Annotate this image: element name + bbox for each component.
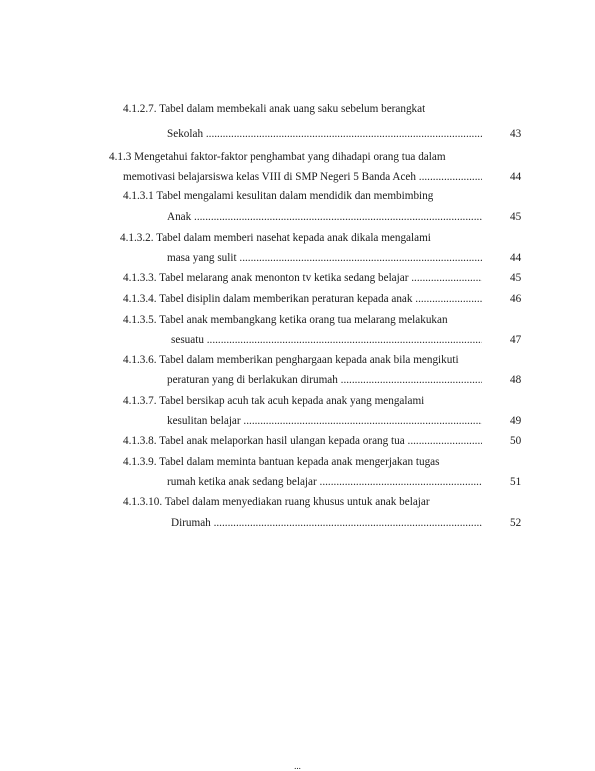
toc-entry-text: masa yang sulit — [167, 252, 237, 264]
toc-entry-title: 4.1.3.10. Tabel dalam menyediakan ruang khusus untuk anak belajar — [123, 496, 430, 508]
toc-page-number: 46 — [510, 293, 522, 305]
toc-entry-text: kesulitan belajar — [167, 415, 241, 427]
toc-page-number: 45 — [510, 211, 522, 223]
toc-entry-text: 4.1.3.8. Tabel anak melaporkan hasil ulangan kepada orang tua — [123, 435, 405, 447]
toc-page-number: 43 — [510, 128, 522, 140]
toc-entry-text: Anak — [167, 211, 192, 223]
toc-page-number: 49 — [510, 415, 522, 427]
toc-entry-leader-line — [123, 271, 482, 285]
toc-entry-title: 4.1.3.2. Tabel dalam memberi nasehat kepada anak dikala mengalami — [120, 232, 431, 244]
toc-page-number: 47 — [510, 334, 522, 346]
toc-entry-leader-line — [123, 292, 482, 306]
toc-entry-title: 4.1.3.7. Tabel bersikap acuh tak acuh kepada anak yang mengalami — [123, 395, 425, 407]
toc-entry-leader-line — [167, 414, 482, 428]
toc-entry-leader-line — [167, 373, 482, 387]
toc-entry-text: 4.1.3.4. Tabel disiplin dalam memberikan peraturan kepada anak — [123, 293, 413, 305]
toc-page-number: 48 — [510, 374, 522, 386]
toc-entry-text: Dirumah — [171, 517, 211, 529]
toc-entry-title: 4.1.3.9. Tabel dalam meminta bantuan kepada anak mengerjakan tugas — [123, 456, 440, 468]
toc-entry-text: sesuatu — [171, 334, 204, 346]
toc-page-number: 44 — [510, 252, 522, 264]
toc-entry-leader-line — [123, 170, 482, 184]
toc-entry-title: 4.1.3.6. Tabel dalam memberikan penghargaan kepada anak bila mengikuti — [123, 354, 459, 366]
toc-section-title: 4.1.3 Mengetahui faktor-faktor penghambat yang dihadapi orang tua dalam — [109, 151, 446, 163]
toc-entry-title: 4.1.2.7. Tabel dalam membekali anak uang saku sebelum berangkat — [123, 103, 426, 115]
toc-page-number: 52 — [510, 517, 522, 529]
toc-entry-title: 4.1.3.5. Tabel anak membangkang ketika orang tua melarang melakukan — [123, 314, 448, 326]
toc-entry-leader-line — [167, 210, 482, 224]
toc-entry-leader-line — [167, 475, 482, 489]
toc-entry-leader-line — [167, 251, 482, 265]
toc-page-number: 51 — [510, 476, 522, 488]
toc-entry-text: Sekolah — [167, 128, 204, 140]
toc-entry-text: rumah ketika anak sedang belajar — [167, 476, 317, 488]
page-footer-number: ... — [294, 761, 301, 771]
toc-page-number: 45 — [510, 272, 522, 284]
toc-entry-leader-line — [123, 434, 482, 448]
toc-entry-text: 4.1.3.3. Tabel melarang anak menonton tv ketika sedang belajar — [123, 272, 409, 284]
toc-entry-text: memotivasi belajarsiswa kelas VIII di SMP Negeri 5 Banda Aceh — [123, 171, 416, 183]
toc-entry-text: peraturan yang di berlakukan dirumah — [167, 374, 338, 386]
toc-entry-leader-line — [171, 516, 482, 530]
toc-entry-leader-line — [171, 333, 482, 347]
toc-page-number: 44 — [510, 171, 522, 183]
toc-page-number: 50 — [510, 435, 522, 447]
toc-entry-title: 4.1.3.1 Tabel mengalami kesulitan dalam mendidik dan membimbing — [123, 190, 434, 202]
toc-entry-leader-line — [167, 127, 482, 141]
